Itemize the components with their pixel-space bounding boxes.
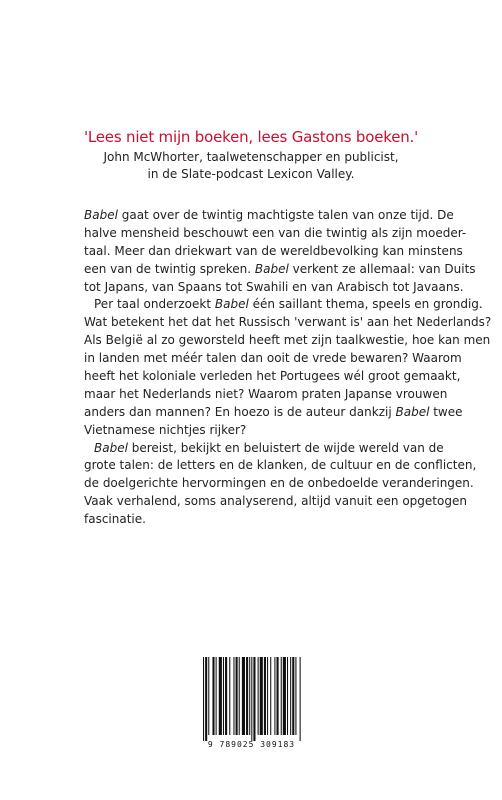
isbn-number: 9 789025 309183 bbox=[207, 740, 296, 749]
blurb-line: taal. Meer dan driekwart van de wereldbevolking kan minstens bbox=[84, 243, 463, 258]
blurb-line: Als België al zo geworsteld heeft met zijn taalkwestie, hoe kan men bbox=[84, 333, 491, 348]
blurb-line: halve mensheid beschouwt een van die twintig als zijn moeder- bbox=[84, 225, 467, 240]
barcode-bar bbox=[260, 657, 263, 735]
blurb-line: grote talen: de letters en de klanken, de cultuur en de conflicten, bbox=[84, 458, 477, 473]
attribution-line-2: in de Slate-podcast Lexicon Valley. bbox=[147, 167, 355, 181]
barcode-bar bbox=[233, 657, 234, 735]
barcode-bar bbox=[281, 657, 282, 735]
blurb-line: Babel bereist, bekijkt en beluistert de wijde wereld van de bbox=[94, 440, 444, 455]
barcode-bar bbox=[229, 657, 230, 735]
barcode-bar bbox=[239, 657, 240, 735]
barcode-bar bbox=[258, 657, 259, 735]
barcode-bar bbox=[223, 657, 224, 735]
blurb-line: maar het Nederlands niet? Waarom praten Japanse vrouwen bbox=[84, 386, 448, 401]
barcode-bar bbox=[290, 657, 291, 735]
barcode-bar bbox=[205, 657, 207, 741]
title-emphasis: Babel bbox=[94, 440, 128, 455]
blurb-line: tot Japans, van Spaans tot Swahili en van Arabisch tot Javaans. bbox=[84, 279, 464, 294]
pull-quote: 'Lees niet mijn boeken, lees Gastons boeken.' bbox=[83, 128, 419, 146]
barcode-bar bbox=[253, 657, 255, 741]
title-emphasis: Babel bbox=[214, 297, 249, 312]
barcode-bar bbox=[300, 657, 301, 741]
blurb-line: anders dan mannen? En hoezo is de auteur dankzij Babel twee bbox=[84, 404, 463, 419]
title-emphasis: Babel bbox=[84, 208, 118, 222]
title-emphasis: Babel bbox=[254, 261, 289, 276]
barcode-bar bbox=[295, 657, 296, 735]
blurb-line: heeft het koloniale verleden het Portugees wél groot gemaakt, bbox=[84, 369, 461, 384]
barcode-bar bbox=[283, 657, 286, 735]
barcode-bar bbox=[270, 657, 271, 735]
barcode-bar bbox=[292, 657, 294, 735]
blurb-text bbox=[84, 207, 492, 529]
blurb-line: Per taal onderzoekt Babel één saillant thema, speels en grondig. bbox=[94, 297, 483, 312]
barcode-bar bbox=[203, 657, 204, 741]
barcode-bar bbox=[219, 657, 222, 735]
barcode-bar bbox=[249, 657, 250, 735]
barcode-bar bbox=[251, 657, 252, 741]
barcode-bar bbox=[225, 657, 227, 735]
barcode-bar bbox=[287, 657, 288, 735]
barcode-bar bbox=[212, 657, 214, 735]
blurb-line: fascinatie. bbox=[84, 512, 146, 527]
barcode-bar bbox=[236, 657, 238, 735]
barcode-bar bbox=[274, 657, 275, 735]
barcode-graphic bbox=[197, 655, 306, 741]
blurb-line: Wat betekent het dat het Russisch 'verwant is' aan het Nederlands? bbox=[84, 315, 492, 330]
barcode-bar bbox=[242, 657, 245, 735]
blurb-line: een van de twintig spreken. Babel verkent ze allemaal: van Duits bbox=[84, 261, 476, 276]
blurb-line: Vietnamese nichtjes rijker? bbox=[84, 422, 247, 437]
barcode-bar bbox=[208, 657, 209, 735]
barcode-bar bbox=[264, 657, 266, 735]
barcode-bar bbox=[216, 657, 217, 735]
blurb-line: Babel gaat over de twintig machtigste talen van onze tijd. De bbox=[84, 208, 454, 222]
blurb-line: Vaak verhalend, soms analyserend, altijd vanuit een opgetogen bbox=[84, 494, 467, 509]
blurb-line: de doelgerichte hervormingen en de onbedoelde veranderingen. bbox=[84, 476, 474, 491]
barcode-bar bbox=[246, 657, 248, 735]
barcode-bar bbox=[267, 657, 268, 735]
blurb-line: in landen met méér talen dan ooit de vrede bewaren? Waarom bbox=[84, 351, 462, 366]
barcode-bar bbox=[277, 657, 279, 735]
title-emphasis: Babel bbox=[395, 404, 430, 419]
barcode bbox=[197, 655, 306, 745]
attribution-line-1: John McWhorter, taalwetenschapper en publicist, bbox=[103, 150, 399, 164]
